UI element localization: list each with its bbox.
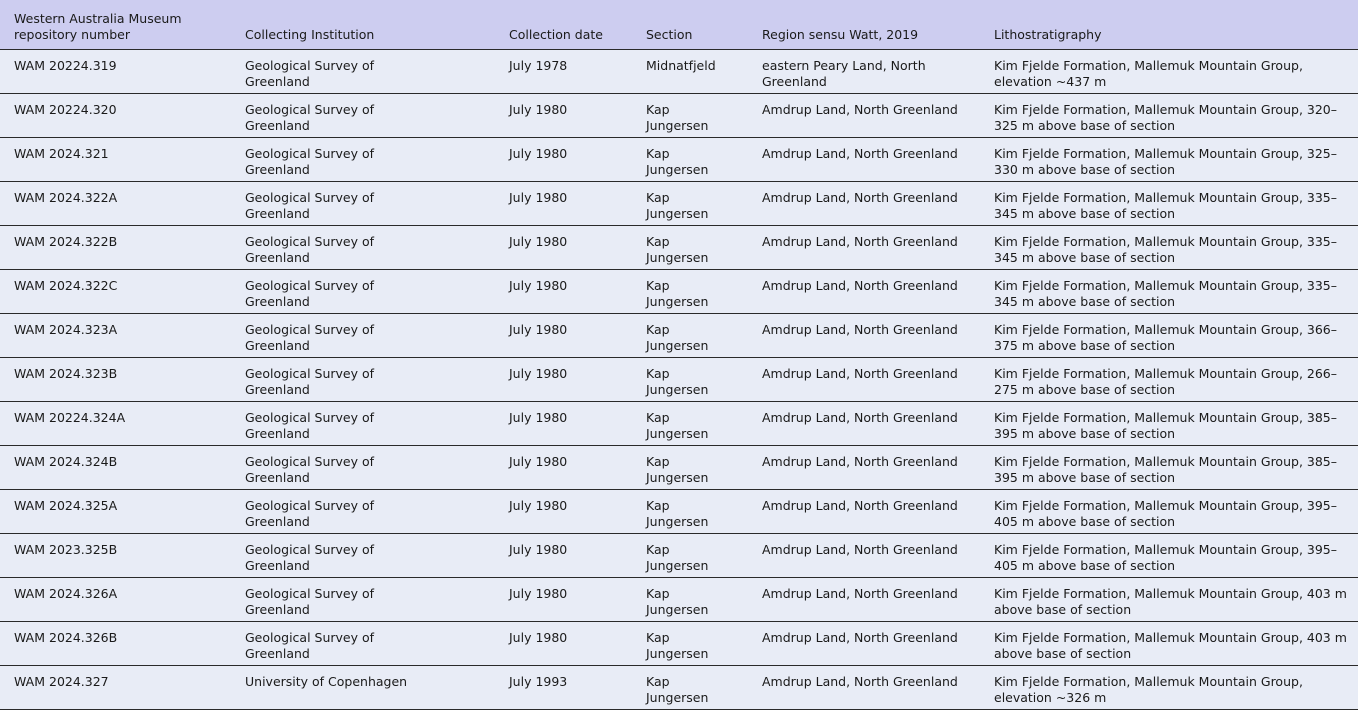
region-cell: Amdrup Land, North Greenland <box>762 365 958 381</box>
region-cell: eastern Peary Land, North Greenland <box>762 57 926 89</box>
repository-number-cell: WAM 2024.327 <box>14 673 109 689</box>
table-row <box>0 445 1358 489</box>
region-cell: Amdrup Land, North Greenland <box>762 145 958 161</box>
table-row <box>0 93 1358 137</box>
lithostratigraphy-cell: Kim Fjelde Formation, Mallemuk Mountain Group, 325–330 m above base of section <box>994 145 1337 177</box>
column-header-lithostratigraphy: Lithostratigraphy <box>994 26 1102 42</box>
table-row <box>0 401 1358 445</box>
lithostratigraphy-cell: Kim Fjelde Formation, Mallemuk Mountain Group, 335–345 m above base of section <box>994 277 1337 309</box>
table-header <box>0 0 1358 49</box>
collection-date-cell: July 1980 <box>509 233 568 249</box>
collecting-institution-cell: Geological Survey of Greenland <box>245 57 375 89</box>
column-header-region: Region sensu Watt, 2019 <box>762 26 919 42</box>
section-cell: Kap Jungersen <box>646 101 709 133</box>
table-row <box>0 269 1358 313</box>
region-cell: Amdrup Land, North Greenland <box>762 629 958 645</box>
lithostratigraphy-cell: Kim Fjelde Formation, Mallemuk Mountain Group, 395–405 m above base of section <box>994 497 1337 529</box>
table-row <box>0 225 1358 269</box>
table-row <box>0 577 1358 621</box>
section-cell: Kap Jungersen <box>646 585 709 617</box>
collection-date-cell: July 1980 <box>509 453 568 469</box>
repository-number-cell: WAM 2024.326B <box>14 629 118 645</box>
collection-date-cell: July 1980 <box>509 101 568 117</box>
section-cell: Kap Jungersen <box>646 673 709 705</box>
lithostratigraphy-cell: Kim Fjelde Formation, Mallemuk Mountain Group, 385–395 m above base of section <box>994 453 1337 485</box>
collection-date-cell: July 1980 <box>509 409 568 425</box>
repository-number-cell: WAM 2024.323B <box>14 365 118 381</box>
lithostratigraphy-cell: Kim Fjelde Formation, Mallemuk Mountain Group, 385–395 m above base of section <box>994 409 1337 441</box>
repository-number-cell: WAM 20224.319 <box>14 57 117 73</box>
region-cell: Amdrup Land, North Greenland <box>762 233 958 249</box>
header-row <box>0 0 1358 49</box>
collecting-institution-cell: Geological Survey of Greenland <box>245 629 375 661</box>
section-cell: Kap Jungersen <box>646 497 709 529</box>
region-cell: Amdrup Land, North Greenland <box>762 673 958 689</box>
table-row <box>0 665 1358 709</box>
column-header-section: Section <box>646 26 693 42</box>
table-row <box>0 313 1358 357</box>
table-row <box>0 181 1358 225</box>
section-cell: Kap Jungersen <box>646 277 709 309</box>
collection-date-cell: July 1980 <box>509 145 568 161</box>
column-header-collecting-institution: Collecting Institution <box>245 26 375 42</box>
collection-date-cell: July 1980 <box>509 497 568 513</box>
collecting-institution-cell: Geological Survey of Greenland <box>245 497 375 529</box>
region-cell: Amdrup Land, North Greenland <box>762 497 958 513</box>
repository-number-cell: WAM 20224.320 <box>14 101 117 117</box>
section-cell: Kap Jungersen <box>646 453 709 485</box>
lithostratigraphy-cell: Kim Fjelde Formation, Mallemuk Mountain Group, elevation ~326 m <box>994 673 1303 705</box>
lithostratigraphy-cell: Kim Fjelde Formation, Mallemuk Mountain Group, 403 m above base of section <box>994 629 1347 661</box>
section-cell: Kap Jungersen <box>646 321 709 353</box>
column-header-repository-number: Western Australia Museum repository number <box>14 10 182 42</box>
collection-date-cell: July 1980 <box>509 365 568 381</box>
section-cell: Kap Jungersen <box>646 145 709 177</box>
collecting-institution-cell: Geological Survey of Greenland <box>245 189 375 221</box>
repository-number-cell: WAM 2024.324B <box>14 453 118 469</box>
collecting-institution-cell: Geological Survey of Greenland <box>245 277 375 309</box>
collecting-institution-cell: University of Copenhagen <box>245 673 408 689</box>
repository-number-cell: WAM 2024.323A <box>14 321 118 337</box>
table-row <box>0 489 1358 533</box>
collection-date-cell: July 1978 <box>509 57 568 73</box>
section-cell: Kap Jungersen <box>646 365 709 397</box>
repository-number-cell: WAM 2024.322C <box>14 277 118 293</box>
lithostratigraphy-cell: Kim Fjelde Formation, Mallemuk Mountain Group, 320–325 m above base of section <box>994 101 1337 133</box>
collecting-institution-cell: Geological Survey of Greenland <box>245 453 375 485</box>
section-cell: Kap Jungersen <box>646 189 709 221</box>
table-row <box>0 357 1358 401</box>
region-cell: Amdrup Land, North Greenland <box>762 277 958 293</box>
region-cell: Amdrup Land, North Greenland <box>762 189 958 205</box>
lithostratigraphy-cell: Kim Fjelde Formation, Mallemuk Mountain Group, 335–345 m above base of section <box>994 189 1337 221</box>
repository-number-cell: WAM 2024.322A <box>14 189 118 205</box>
repository-number-cell: WAM 2024.325A <box>14 497 118 513</box>
lithostratigraphy-cell: Kim Fjelde Formation, Mallemuk Mountain Group, 366–375 m above base of section <box>994 321 1337 353</box>
region-cell: Amdrup Land, North Greenland <box>762 585 958 601</box>
collection-date-cell: July 1980 <box>509 585 568 601</box>
section-cell: Kap Jungersen <box>646 409 709 441</box>
lithostratigraphy-cell: Kim Fjelde Formation, Mallemuk Mountain Group, 395–405 m above base of section <box>994 541 1337 573</box>
collecting-institution-cell: Geological Survey of Greenland <box>245 541 375 573</box>
repository-number-cell: WAM 2024.322B <box>14 233 118 249</box>
region-cell: Amdrup Land, North Greenland <box>762 541 958 557</box>
lithostratigraphy-cell: Kim Fjelde Formation, Mallemuk Mountain Group, 335–345 m above base of section <box>994 233 1337 265</box>
collecting-institution-cell: Geological Survey of Greenland <box>245 321 375 353</box>
collection-date-cell: July 1980 <box>509 189 568 205</box>
table-row <box>0 533 1358 577</box>
collection-date-cell: July 1980 <box>509 321 568 337</box>
lithostratigraphy-cell: Kim Fjelde Formation, Mallemuk Mountain Group, 266–275 m above base of section <box>994 365 1337 397</box>
collection-date-cell: July 1980 <box>509 541 568 557</box>
region-cell: Amdrup Land, North Greenland <box>762 321 958 337</box>
lithostratigraphy-cell: Kim Fjelde Formation, Mallemuk Mountain Group, elevation ~437 m <box>994 57 1303 89</box>
collection-date-cell: July 1980 <box>509 277 568 293</box>
column-header-collection-date: Collection date <box>509 26 603 42</box>
lithostratigraphy-cell: Kim Fjelde Formation, Mallemuk Mountain Group, 403 m above base of section <box>994 585 1347 617</box>
section-cell: Midnatfjeld <box>646 57 716 73</box>
region-cell: Amdrup Land, North Greenland <box>762 409 958 425</box>
section-cell: Kap Jungersen <box>646 541 709 573</box>
table-row <box>0 137 1358 181</box>
table-row <box>0 621 1358 665</box>
section-cell: Kap Jungersen <box>646 629 709 661</box>
region-cell: Amdrup Land, North Greenland <box>762 101 958 117</box>
collecting-institution-cell: Geological Survey of Greenland <box>245 145 375 177</box>
collecting-institution-cell: Geological Survey of Greenland <box>245 585 375 617</box>
repository-number-cell: WAM 2023.325B <box>14 541 118 557</box>
table-body <box>0 49 1358 709</box>
collecting-institution-cell: Geological Survey of Greenland <box>245 101 375 133</box>
collecting-institution-cell: Geological Survey of Greenland <box>245 365 375 397</box>
repository-number-cell: WAM 2024.321 <box>14 145 109 161</box>
repository-number-cell: WAM 20224.324A <box>14 409 126 425</box>
table-row <box>0 49 1358 93</box>
section-cell: Kap Jungersen <box>646 233 709 265</box>
collecting-institution-cell: Geological Survey of Greenland <box>245 409 375 441</box>
collection-date-cell: July 1980 <box>509 629 568 645</box>
repository-number-cell: WAM 2024.326A <box>14 585 118 601</box>
collecting-institution-cell: Geological Survey of Greenland <box>245 233 375 265</box>
region-cell: Amdrup Land, North Greenland <box>762 453 958 469</box>
collection-date-cell: July 1993 <box>509 673 568 689</box>
